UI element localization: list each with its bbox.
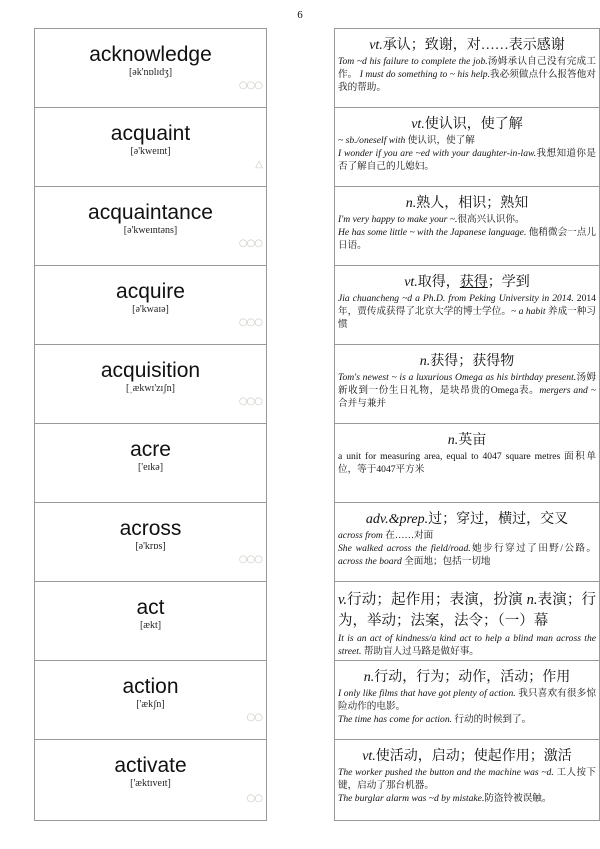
example-english: mergers and ~ xyxy=(539,385,596,396)
example-english: ~ a habit xyxy=(511,306,546,317)
definition xyxy=(335,266,599,331)
word-column xyxy=(34,28,267,821)
word-card xyxy=(35,266,266,345)
phonetic: [ə'kweɪntəns] xyxy=(123,225,178,236)
word-card xyxy=(35,661,266,740)
definition xyxy=(335,661,599,726)
example-line xyxy=(338,542,596,568)
headword: act xyxy=(136,596,165,619)
meaning-text: 获得；获得物 xyxy=(430,354,515,369)
part-of-speech: n. xyxy=(419,354,431,369)
example-chinese: 很高兴认识你。 xyxy=(457,214,525,225)
example-line xyxy=(338,213,596,226)
meaning xyxy=(338,432,596,450)
phonetic: ['æktɪveɪt] xyxy=(130,778,171,789)
example-english: Tom's newest ~ is a luxurious Omega as his birthday present. xyxy=(338,372,577,383)
part-of-speech: n. xyxy=(526,592,538,608)
phonetic: [ə'kwaɪə] xyxy=(132,304,169,315)
example-english: I must do something to ~ his help. xyxy=(359,69,490,80)
meaning-text: 熟人，相识；熟知 xyxy=(416,196,529,211)
definition xyxy=(335,740,599,805)
example-english: across from xyxy=(338,530,383,541)
example-english: Tom ~d his failure to complete the job. xyxy=(338,56,488,67)
circle-marks-icon: ○○○ xyxy=(238,238,262,249)
phonetic: [ə'kweɪnt] xyxy=(130,146,171,157)
triangle-mark-icon: △ xyxy=(255,159,262,170)
example-chinese: 汤姆新收到一份生日礼物，是块昂贵的Omega表。 xyxy=(338,372,597,396)
circle-marks-icon: ○○ xyxy=(246,793,262,804)
example-english: The burglar alarm was ~d by mistake. xyxy=(338,793,485,804)
part-of-speech: vt. xyxy=(404,275,418,290)
phonetic: ['eɪkə] xyxy=(137,462,164,473)
example-line xyxy=(338,226,596,252)
headword: acquisition xyxy=(100,359,201,382)
meaning-text: 行动；起作用；表演，扮演 xyxy=(347,592,527,608)
definition xyxy=(335,108,599,173)
word-card xyxy=(35,29,266,108)
meaning xyxy=(338,669,596,687)
word-card xyxy=(35,108,266,187)
phonetic: [ˌækwɪ'zɪʃn] xyxy=(125,383,175,394)
example-chinese: 行动的时候到了。 xyxy=(452,714,532,725)
meaning xyxy=(338,353,596,371)
part-of-speech: n. xyxy=(405,196,417,211)
meaning-text: 过；穿过，横过，交叉 xyxy=(428,512,569,527)
headword: action xyxy=(122,675,179,698)
example-chinese: 她步行穿过了田野/公路。 xyxy=(470,543,596,554)
word-card xyxy=(35,424,266,503)
part-of-speech: vt. xyxy=(369,38,383,53)
page-number: 6 xyxy=(297,9,303,21)
example-chinese: 在……对面 xyxy=(382,530,434,541)
part-of-speech: vt. xyxy=(411,117,425,132)
example-chinese: 我想知道你是否了解自己的儿媳妇。 xyxy=(338,148,596,172)
circle-marks-icon: ○○ xyxy=(246,712,262,723)
definition xyxy=(335,582,599,658)
definition-card xyxy=(335,582,599,661)
example-chinese: 帮助盲人过马路是做好事。 xyxy=(361,646,479,657)
meaning-text: 表演；行为，举动；法案，法令；（一）幕 xyxy=(338,592,597,629)
example-line xyxy=(338,450,596,476)
example-chinese: 合并与兼并 xyxy=(338,398,386,409)
example-english: The worker pushed the button and the machine was ~d. xyxy=(338,767,554,778)
meaning xyxy=(338,116,596,134)
word-card xyxy=(35,345,266,424)
circle-marks-icon: ○○○ xyxy=(238,80,262,91)
word-card xyxy=(35,503,266,582)
definition xyxy=(335,187,599,252)
example-chinese: 我必须做点什么报答他对我的帮助。 xyxy=(338,69,597,93)
definition-card xyxy=(335,108,599,187)
part-of-speech: vt. xyxy=(362,749,376,764)
example-chinese: 养成一种习惯 xyxy=(338,306,596,330)
example-line xyxy=(338,687,596,713)
meaning xyxy=(338,37,596,55)
meaning-text: 使活动，启动；使起作用；激活 xyxy=(375,749,572,764)
example-english: Jia chuancheng ~d a Ph.D. from Peking University in 2014. xyxy=(338,293,574,304)
example-chinese: 汤姆承认自己没有完成工作。 xyxy=(338,56,596,80)
phonetic: [ə'krɒs] xyxy=(135,541,166,552)
phonetic: ['ækʃn] xyxy=(136,699,165,710)
part-of-speech: adv.&prep. xyxy=(365,512,429,527)
meaning xyxy=(338,590,596,632)
meaning-text: 使认识，使了解 xyxy=(424,117,523,132)
example-line xyxy=(338,632,596,658)
headword: acquire xyxy=(116,280,185,303)
definition-card xyxy=(335,29,599,108)
definition-card xyxy=(335,424,599,503)
word-card xyxy=(35,582,266,661)
meaning-text: ；学到 xyxy=(487,275,530,290)
definition xyxy=(335,503,599,568)
example-english: It is an act of kindness/a kind act to help a blind man across the street. xyxy=(338,633,596,657)
example-english: The time has come for action. xyxy=(338,714,453,725)
definition-card xyxy=(335,345,599,424)
headword: activate xyxy=(114,754,187,777)
example-english: I'm very happy to make your ~. xyxy=(338,214,458,225)
example-line xyxy=(338,371,596,410)
example-line xyxy=(338,55,596,94)
phonetic: [ækt] xyxy=(139,620,162,631)
example-chinese: 我只喜欢有很多惊险动作的电影。 xyxy=(338,688,596,712)
part-of-speech: n. xyxy=(447,433,459,448)
example-english: He has some little ~ with the Japanese language. xyxy=(338,227,527,238)
headword: acknowledge xyxy=(89,43,212,66)
definition xyxy=(335,29,599,94)
example-line xyxy=(338,147,596,173)
headword: acre xyxy=(130,438,171,461)
definition-card xyxy=(335,187,599,266)
meaning xyxy=(338,274,596,292)
word-card xyxy=(35,187,266,266)
part-of-speech: n. xyxy=(363,670,375,685)
example-line xyxy=(338,792,596,805)
example-english: ~ sb./oneself with xyxy=(338,135,408,146)
word-card xyxy=(35,740,266,820)
meaning-text: 行动，行为；动作，活动；作用 xyxy=(374,670,571,685)
circle-marks-icon: ○○○ xyxy=(238,396,262,407)
meaning xyxy=(338,748,596,766)
example-chinese: 2014年，贾传成获得了北京大学的博士学位。 xyxy=(338,293,596,317)
example-line xyxy=(338,713,596,726)
meaning-text: 英亩 xyxy=(458,433,487,448)
definition-card xyxy=(335,503,599,582)
definition xyxy=(335,424,599,476)
headword: acquaint xyxy=(110,122,191,145)
meaning-text: 承认；致谢，对……表示感谢 xyxy=(382,38,565,53)
example-english: I only like films that have got plenty of action. xyxy=(338,688,516,699)
meaning xyxy=(338,511,596,529)
example-chinese: 他稍微会一点儿日语。 xyxy=(338,227,596,251)
example-chinese: 防盗铃被误触。 xyxy=(484,793,552,804)
meaning-text: 获得 xyxy=(459,275,488,290)
definition-column xyxy=(334,28,600,821)
phonetic: [ək'nɒlɪdʒ] xyxy=(128,67,173,78)
definition-card xyxy=(335,661,599,740)
example-line xyxy=(338,134,596,147)
example-line xyxy=(338,766,596,792)
circle-marks-icon: ○○○ xyxy=(238,317,262,328)
example-chinese: 使认识，使了解 xyxy=(407,135,475,146)
headword: across xyxy=(119,517,182,540)
example-chinese: 全面地；包括一切地 xyxy=(401,556,491,567)
meaning xyxy=(338,195,596,213)
example-line xyxy=(338,292,596,331)
meaning-text: 取得， xyxy=(417,275,460,290)
example-english: across the board xyxy=(338,556,402,567)
definition xyxy=(335,345,599,410)
headword: acquaintance xyxy=(88,201,213,224)
example-english: She walked across the field/road. xyxy=(338,543,471,554)
example-english: I wonder if you are ~ed with your daughter-in-law. xyxy=(338,148,537,159)
part-of-speech: v. xyxy=(338,592,347,608)
circle-marks-icon: ○○○ xyxy=(238,554,262,565)
definition-card xyxy=(335,740,599,820)
example-chinese: 工人按下键，启动了那台机器。 xyxy=(338,767,596,791)
example-line xyxy=(338,529,596,542)
definition-card xyxy=(335,266,599,345)
example-chinese: a unit for measuring area, equal to 4047 square metres 面积单位，等于4047平方米 xyxy=(338,451,596,475)
